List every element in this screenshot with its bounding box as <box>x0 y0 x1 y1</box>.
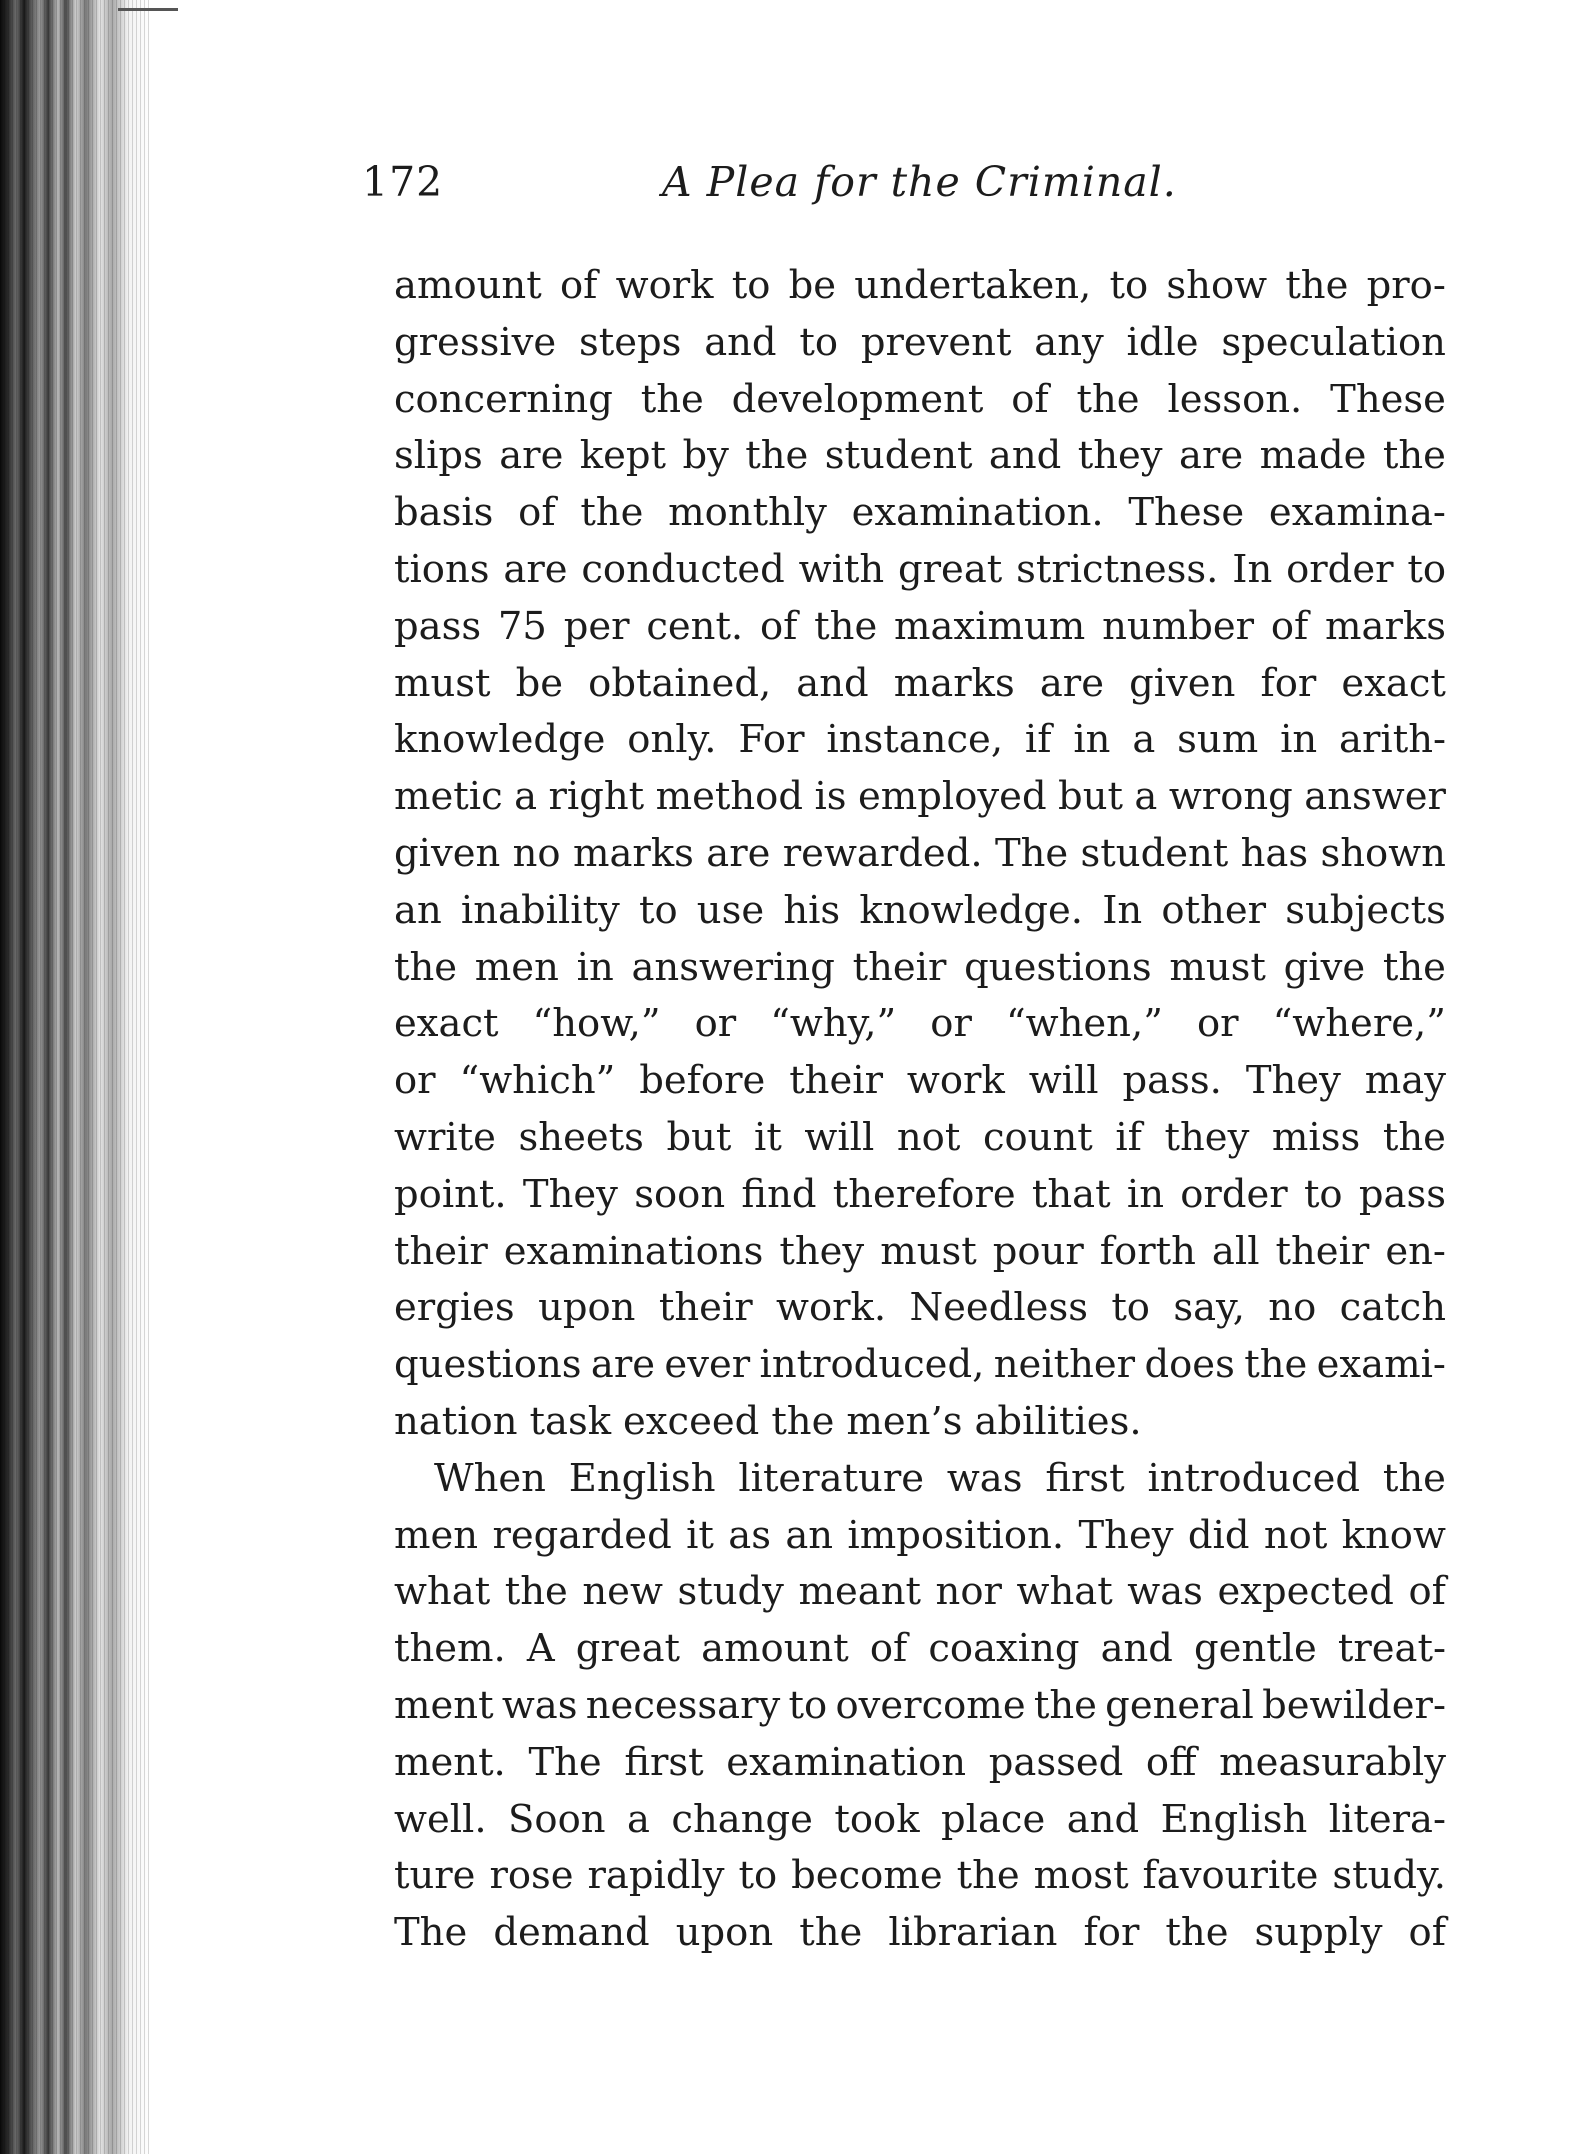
paragraph <box>394 1451 1446 1962</box>
text-line: pass 75 per cent. of the maximum number of marks <box>394 603 1446 649</box>
paragraph <box>394 258 1446 1451</box>
running-header <box>362 158 1442 218</box>
text-line: well. Soon a change took place and English litera- <box>394 1796 1446 1842</box>
text-line: When English literature was first introduced the <box>434 1455 1446 1501</box>
text-line: tions are conducted with great strictness. In order to <box>394 546 1446 592</box>
text-line: must be obtained, and marks are given for exact <box>394 660 1446 706</box>
text-line: the men in answering their questions must give the <box>394 944 1446 990</box>
text-line: them. A great amount of coaxing and gentle treat- <box>394 1626 1446 1672</box>
text-line: ment was necessary to overcome the general bewilder- <box>394 1682 1446 1728</box>
text-line: slips are kept by the student and they are made the <box>394 433 1446 479</box>
text-line: given no marks are rewarded. The student has shown <box>394 830 1446 876</box>
scan-artifact <box>118 8 178 11</box>
text-line: an inability to use his knowledge. In other subjects <box>394 887 1446 933</box>
text-line: ture rose rapidly to become the most favourite study. <box>394 1853 1446 1899</box>
text-line: questions are ever introduced, neither does the exami- <box>394 1342 1446 1388</box>
text-line: ment. The first examination passed off measurably <box>394 1739 1446 1785</box>
text-line: amount of work to be undertaken, to show the pro- <box>394 263 1446 308</box>
text-line: point. They soon find therefore that in order to pass <box>394 1171 1446 1217</box>
text-line: concerning the development of the lesson. These <box>394 376 1446 422</box>
text-line: nation task exceed the men’s abilities. <box>394 1398 1142 1444</box>
text-line: basis of the monthly examination. These examina- <box>394 490 1446 536</box>
text-line: ergies upon their work. Needless to say, no catch <box>394 1285 1446 1331</box>
text-line: or “which” before their work will pass. They may <box>394 1058 1446 1104</box>
page-number: 172 <box>362 158 444 206</box>
body-text <box>394 258 1446 1962</box>
text-line: exact “how,” or “why,” or “when,” or “where,” <box>394 1001 1446 1047</box>
text-line: gressive steps and to prevent any idle speculation <box>394 319 1446 365</box>
text-line: men regarded it as an imposition. They did not know <box>394 1512 1446 1558</box>
text-line: The demand upon the librarian for the supply of <box>394 1910 1446 1956</box>
text-line: knowledge only. For instance, if in a sum in arith- <box>394 717 1446 763</box>
running-title: A Plea for the Criminal. <box>662 158 1177 206</box>
text-line: write sheets but it will not count if they miss the <box>394 1114 1446 1160</box>
text-line: what the new study meant nor what was expected of <box>394 1569 1446 1615</box>
page-edge-texture <box>0 0 150 2154</box>
text-line: metic a right method is employed but a wrong answer <box>394 774 1446 820</box>
text-line: their examinations they must pour forth all their en- <box>394 1228 1446 1274</box>
